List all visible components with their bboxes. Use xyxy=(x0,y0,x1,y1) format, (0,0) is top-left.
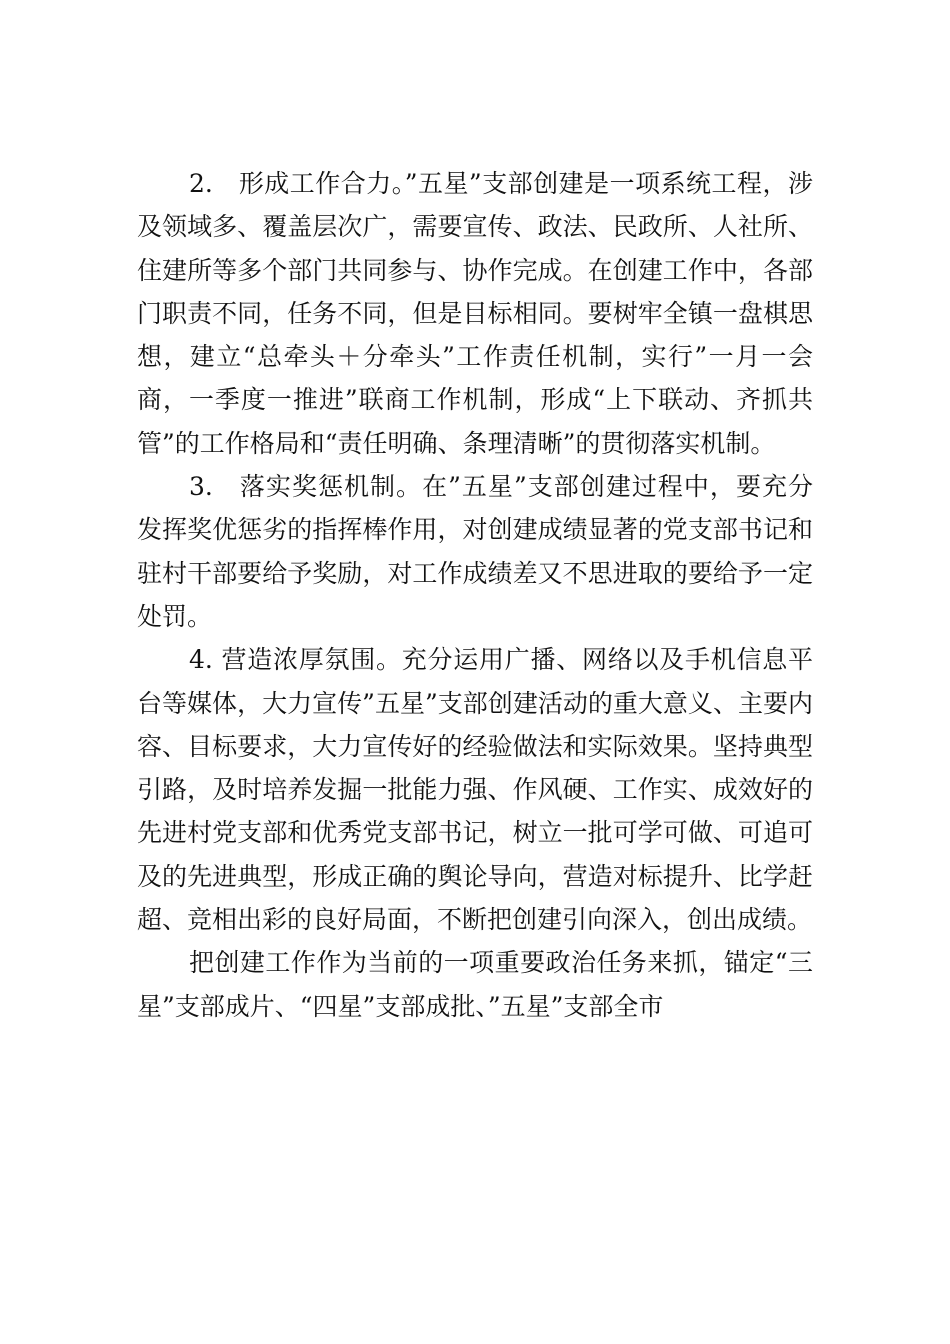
document-body xyxy=(137,162,813,1028)
paragraph-reward-punishment: 3. 落实奖惩机制。在”五星”支部创建过程中，要充分发挥奖优惩劣的指挥棒作用，对创建成绩显著的党支部书记和驻村干部要给予奖励，对工作成绩差又不思进取的要给予一定处罚。 xyxy=(137,472,813,631)
paragraph-atmosphere: 4. 营造浓厚氛围。充分运用广播、网络以及手机信息平台等媒体，大力宣传”五星”支部创建活动的重大意义、主要内容、目标要求，大力宣传好的经验做法和实际效果。坚持典型引路，及时培养发掘一批能力强、作风硬、工作实、成效好的先进村党支部和优秀党支部书记，树立一批可学可做、可追可及的先进典型，形成正确的舆论导向，营造对标提升、比学赶超、竞相出彩的良好局面，不断把创建引向深入，创出成绩。 xyxy=(137,645,813,935)
paragraph-form-synergy: 2. 形成工作合力。”五星”支部创建是一项系统工程，涉及领域多、覆盖层次广，需要宣传、政法、民政所、人社所、住建所等多个部门共同参与、协作完成。在创建工作中，各部门职责不同，任务不同，但是目标相同。要树牢全镇一盘棋思想，建立“总牵头＋分牵头”工作责任机制，实行”一月一会商，一季度一推进”联商工作机制，形成“上下联动、齐抓共管”的工作格局和“责任明确、条理清晰”的贯彻落实机制。 xyxy=(137,169,813,458)
paragraph-political-task: 把创建工作作为当前的一项重要政治任务来抓，锚定“三星”支部成片、“四星”支部成批、”五星”支部全市 xyxy=(137,948,813,1021)
